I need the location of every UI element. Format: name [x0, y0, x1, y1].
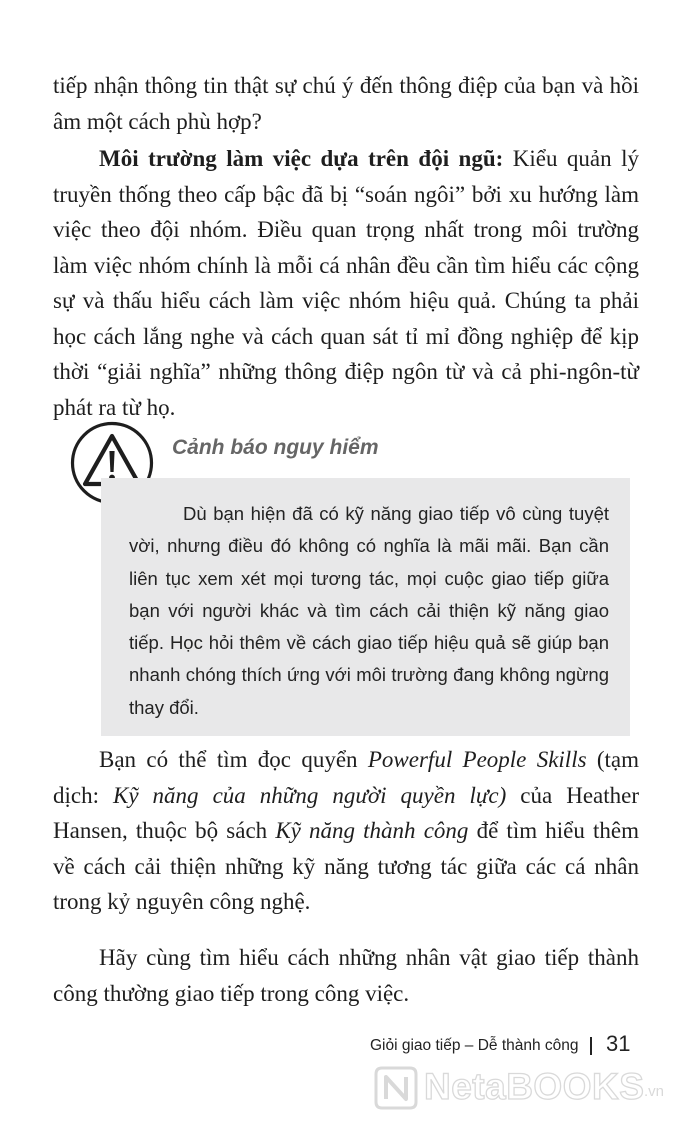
text-segment: (tạm dịch:	[53, 747, 639, 808]
paragraph-heading-bold: Môi trường làm việc dựa trên đội ngũ:	[99, 146, 504, 171]
page-footer	[370, 1031, 630, 1061]
text-segment: của Heather Hansen, thuộc bộ sách	[53, 782, 639, 843]
paragraph-closing: Hãy cùng tìm hiểu cách những nhân vật giao tiếp thành công thường giao tiếp trong công việc.	[53, 945, 639, 1006]
watermark-suffix: .vn	[644, 1083, 665, 1100]
page-number: 31	[606, 1031, 631, 1056]
netabooks-logo-icon	[372, 1064, 420, 1112]
watermark-text: NetaBOOKS	[424, 1066, 645, 1107]
paragraph-intro-continued: tiếp nhận thông tin thật sự chú ý đến thông điệp của bạn và hồi âm một cách phù hợp?	[53, 73, 639, 134]
series-title-italic: Kỹ năng thành công	[275, 818, 469, 843]
warning-text: Dù bạn hiện đã có kỹ năng giao tiếp vô cùng tuyệt vời, nhưng điều đó không có nghĩa là mãi mãi. Bạn cần liên tục xem xét mọi tương tác, mọi cuộc giao tiếp giữa bạn với người khác và tìm cách cải thiện kỹ năng giao tiếp. Học hỏi thêm về cách giao tiếp hiệu quả sẽ giúp bạn nhanh chóng thích ứng với môi trường đang không ngừng thay đổi.	[129, 503, 609, 718]
book-title-italic: Powerful People Skills	[367, 747, 587, 772]
paragraph-team-environment	[53, 141, 639, 425]
running-footer-title: Giỏi giao tiếp – Dễ thành công	[370, 1037, 579, 1054]
text-segment: Bạn có thể tìm đọc quyển	[99, 747, 368, 772]
text-segment: để tìm hiểu thêm về cách cải thiện những kỹ năng tương tác giữa các cá nhân trong kỷ nguyên công nghệ.	[53, 818, 639, 914]
watermark	[372, 1064, 684, 1114]
warning-title: Cảnh báo nguy hiểm	[172, 436, 379, 459]
paragraph-book-recommendation	[53, 742, 639, 920]
translated-title-italic: Kỹ năng của những người quyền lực)	[113, 782, 507, 808]
paragraph-text: Kiểu quản lý truyền thống theo cấp bậc đã bị “soán ngôi” bởi xu hướng làm việc theo đội nhóm. Điều quan trọng nhất trong môi trường làm việc nhóm chính là mỗi cá nhân đều cần tìm hiểu các cộng sự và thấu hiểu cách làm việc nhóm hiệu quả. Chúng ta phải học cách lắng nghe và cách quan sát tỉ mỉ đồng nghiệp để kịp thời “giải nghĩa” những thông điệp ngôn từ và cả phi-ngôn-từ phát ra từ họ.	[53, 146, 639, 420]
footer-divider	[590, 1037, 592, 1055]
